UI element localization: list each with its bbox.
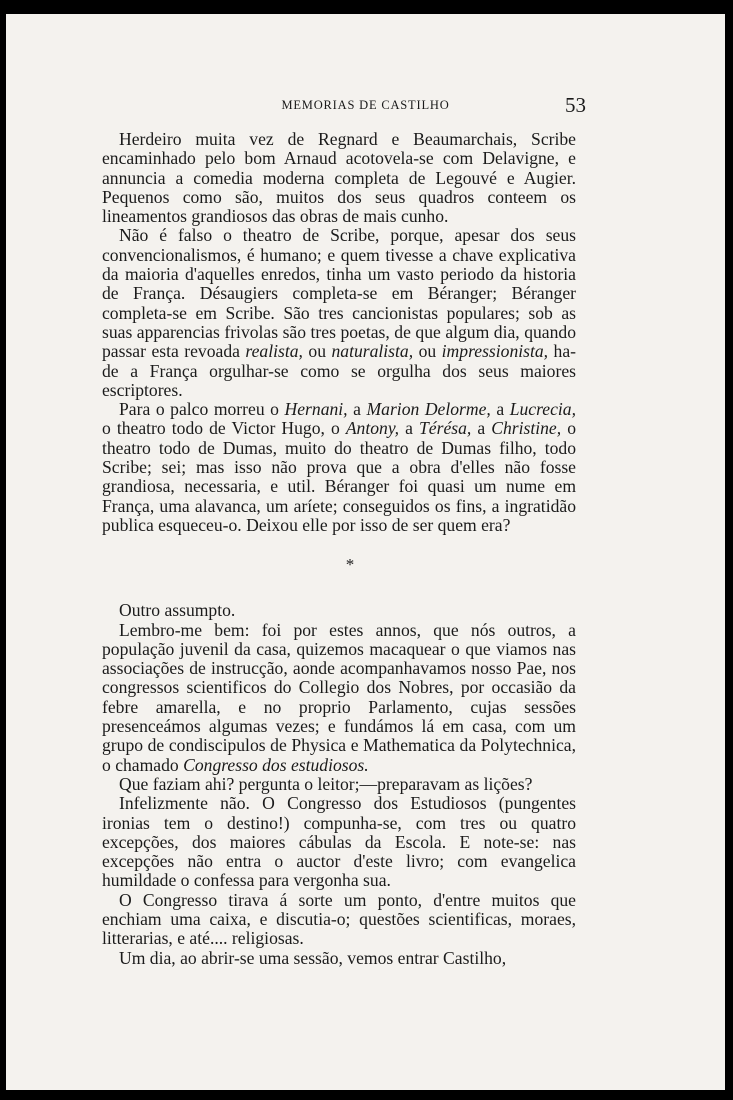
running-title: MEMORIAS DE CASTILHO	[281, 98, 450, 112]
italic-title: Antony,	[345, 418, 400, 439]
paragraph	[102, 794, 576, 890]
paragraph	[102, 775, 576, 794]
text-run: a	[490, 399, 510, 420]
text-run: Não é falso o theatro de Scribe, porque, apesar dos seus convencionalismos, é humano; e quem tivesse a chave explicativa da maioria d'aquelles enredos, tinha um vasto periodo da historia de França. Désaugiers completa-se em Béranger; Béranger completa-se em Scribe. São tres cancionistas populares; sob as suas apparencias frivolas são tres poetas, de que algum dia, quando passar esta revoada	[102, 225, 576, 362]
italic-title: Congresso dos estudiosos.	[183, 754, 369, 775]
text-run: o theatro todo de Dumas, muito do theatro de Dumas filho, todo Scribe; sei; mas isso não prova que a obra d'elles não fosse grandiosa, necessaria, e util. Béranger foi quasi um nume em França, uma alavanca, um aríete; conseguidos os fins, a ingratidão publica esqueceu-o. Deixou elle por isso de ser quem era?	[102, 418, 577, 535]
section-separator	[102, 535, 576, 601]
text-run: a	[347, 399, 367, 420]
book-page	[6, 14, 725, 1090]
text-run: Outro assumpto.	[119, 600, 236, 621]
italic-title: Christine,	[491, 418, 562, 439]
body-text	[102, 130, 576, 968]
text-run: ha-de a França orgulhar-se como se orgulha dos seus maiores escriptores.	[102, 341, 576, 400]
paragraph	[102, 226, 576, 400]
paragraphs-before-separator	[102, 130, 576, 535]
paragraph	[102, 400, 576, 535]
italic-title: Marion Delorme,	[366, 399, 491, 420]
italic-title: Térésa,	[419, 418, 472, 439]
asterisk-ornament: *	[345, 555, 355, 575]
text-run: Para o palco morreu o	[119, 399, 285, 420]
italic-title: realista,	[245, 341, 303, 362]
text-run: ou	[302, 341, 332, 362]
running-head	[6, 94, 725, 118]
paragraph	[102, 601, 576, 620]
page-number: 53	[565, 93, 586, 117]
text-run: ou	[413, 341, 442, 362]
text-run: a	[399, 418, 420, 439]
text-run: Um dia, ao abrir-se uma sessão, vemos entrar Castilho,	[119, 947, 507, 968]
paragraph	[102, 891, 576, 949]
text-run: o theatro todo de Victor Hugo, o	[102, 418, 346, 439]
text-run: a	[471, 418, 492, 439]
text-run: Herdeiro muita vez de Regnard e Beaumarchais, Scribe encaminhado pelo bom Arnaud acotovela-se com Delavigne, e annuncia a comedia moderna completa de Legouvé e Augier. Pequenos como são, muitos dos seus quadros conteem os lineamentos grandiosos das obras de mais cunho.	[102, 129, 576, 227]
text-run: O Congresso tirava á sorte um ponto, d'entre muitos que enchiam uma caixa, e discutia-o; questões scientificas, moraes, litterarias, e até.... religiosas.	[102, 889, 576, 949]
paragraph	[102, 621, 576, 775]
italic-title: impressionista,	[441, 341, 549, 362]
paragraph	[102, 130, 576, 226]
italic-title: Hernani,	[284, 399, 348, 420]
text-run: Lembro-me bem: foi por estes annos, que nós outros, a população juvenil da casa, quizemos macaquear o que viamos nas associações de instrucção, aonde acompanhavamos nosso Pae, nos congressos scientificos do Collegio dos Nobres, por occasião da febre amarella, e no proprio Parlamento, cujas sessões presenceámos algumas vezes; e fundámos lá em casa, com um grupo de condiscipulos de Physica e Mathematica da Polytechnica, o chamado	[102, 619, 576, 775]
text-run: Que faziam ahi? pergunta o leitor;—preparavam as lições?	[119, 773, 533, 794]
italic-title: Lucrecia,	[509, 399, 577, 420]
paragraphs-after-separator	[102, 601, 576, 968]
italic-title: naturalista,	[331, 341, 414, 362]
text-run: Infelizmente não. O Congresso dos Estudiosos (pungentes ironias tem o destino!) compunha-se, com tres ou quatro excepções, dos maiores cábulas da Escola. E note-se: nas excepções não entra o auctor d'este livro; com evangelica humildade o confessa para vergonha sua.	[102, 793, 576, 891]
paragraph	[102, 949, 576, 968]
